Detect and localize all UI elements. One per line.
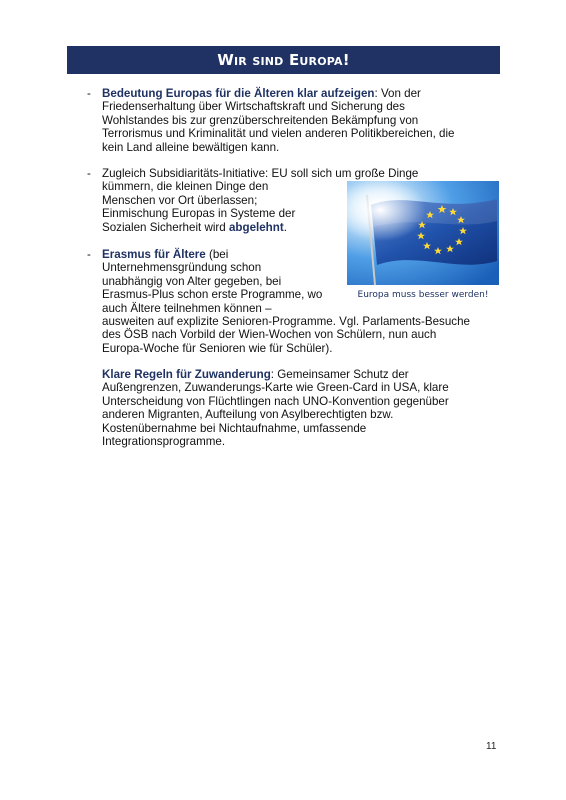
eu-flag-image	[347, 181, 499, 285]
item-text: Einmischung Europas in Systeme der	[102, 207, 296, 221]
item-text: .	[283, 220, 287, 234]
item-text: Erasmus-Plus schon erste Programme, wo	[102, 288, 323, 302]
item-text: Friedenserhaltung über Wirtschaftskraft und Sicherung des	[102, 100, 405, 114]
item-heading: Erasmus für Ältere	[102, 248, 206, 261]
item-text: auch Ältere teilnehmen können –	[102, 301, 272, 315]
item-text: Integrationsprogramme.	[102, 435, 226, 449]
item-text: Terrorismus und Kriminalität und vielen anderen Politikbereichen, die	[102, 127, 455, 141]
item-text: Menschen vor Ort überlassen;	[102, 193, 258, 207]
item-text: Zugleich Subsidiaritäts-Initiative: EU soll sich um große Dinge	[102, 167, 419, 180]
item-text: des ÖSB nach Vorbild der Wien-Wochen von Schülern, nun auch	[102, 328, 437, 342]
eu-flag-figure	[347, 181, 499, 300]
figure-caption: Europa muss besser werden!	[357, 290, 489, 300]
item-text: Außengrenzen, Zuwanderungs-Karte wie Green-Card in USA, klare	[102, 381, 449, 395]
item-text: Europa-Woche für Senioren wie für Schüler).	[102, 341, 333, 355]
item-text: unabhängig von Alter gegeben, bei	[102, 274, 282, 288]
item-text: anderen Migranten, Aufteilung von Asylberechtigten bzw.	[102, 408, 394, 422]
item-emphasis: abgelehnt	[228, 220, 284, 234]
page-number: 11	[486, 741, 497, 752]
item-text: Kostenübernahme bei Nichtaufnahme, umfassende	[102, 421, 367, 435]
item-text: kümmern, die kleinen Dinge den	[102, 180, 269, 194]
item-text: : Gemeinsamer Schutz der	[270, 368, 409, 381]
item-text: Sozialen Sicherheit wird	[102, 220, 229, 234]
item-text: Unterscheidung von Flüchtlingen nach UNO-Konvention gegenüber	[102, 394, 449, 408]
list-dash: -	[87, 248, 91, 261]
list-dash: -	[87, 87, 91, 100]
item-text: : Von der	[374, 87, 421, 100]
page-title: Wir sind Europa!	[217, 51, 350, 69]
page-title-banner	[67, 46, 500, 74]
item-text: kein Land alleine bewältigen kann.	[102, 140, 280, 154]
item-heading: Bedeutung Europas für die Älteren klar aufzeigen	[102, 87, 375, 100]
item-text: Wohlstandes bis zur grenzüberschreitenden Bekämpfung von	[102, 113, 419, 127]
item-text: (bei	[205, 248, 229, 261]
item-heading: Klare Regeln für Zuwanderung	[102, 368, 271, 381]
item-text: ausweiten auf explizite Senioren-Programme. Vgl. Parlaments-Besuche	[102, 315, 470, 329]
item-text: Unternehmensgründung schon	[102, 261, 262, 275]
list-dash: -	[87, 167, 91, 180]
